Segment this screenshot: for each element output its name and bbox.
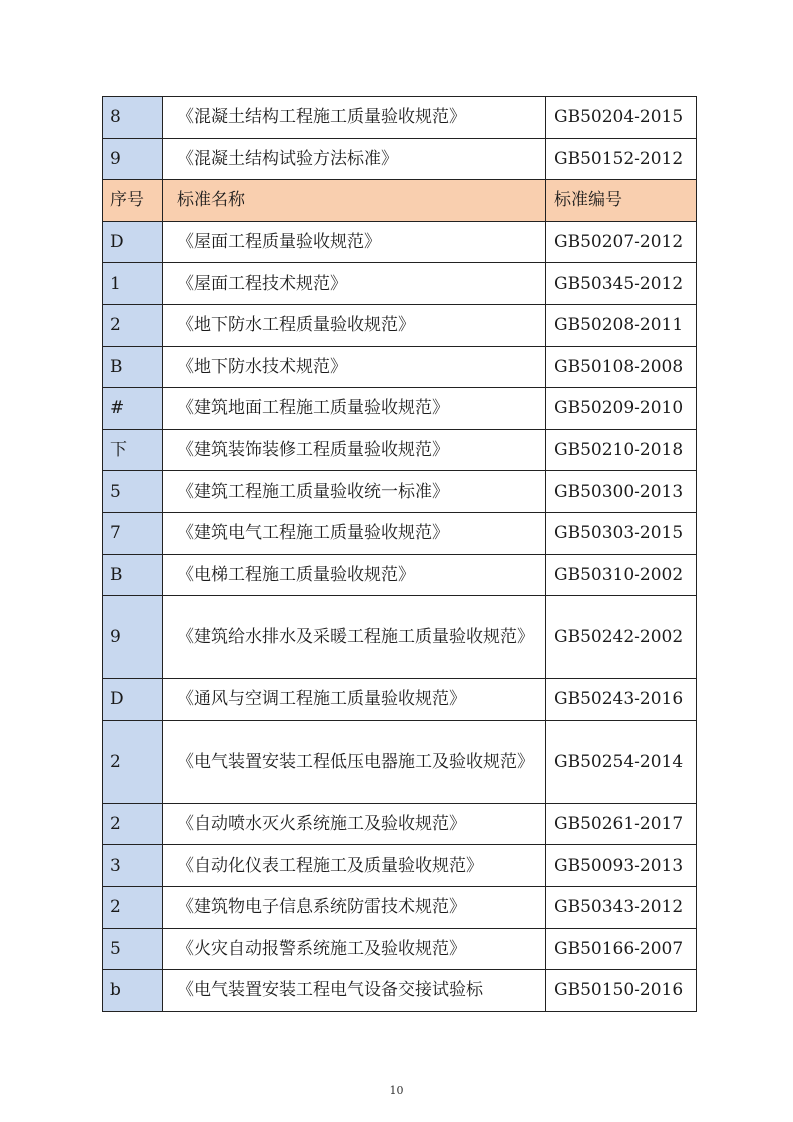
table-row xyxy=(103,803,697,845)
table-row xyxy=(103,928,697,970)
standard-name: 《建筑电气工程施工质量验收规范》 xyxy=(163,512,546,554)
row-number: D xyxy=(103,221,163,263)
standard-code: GB50261-2017 xyxy=(546,803,697,845)
row-number: D xyxy=(103,679,163,721)
row-number: 5 xyxy=(103,928,163,970)
standard-name: 《电气装置安装工程低压电器施工及验收规范》 xyxy=(163,720,546,803)
standard-name: 《地下防水技术规范》 xyxy=(163,346,546,388)
standard-code: GB50166-2007 xyxy=(546,928,697,970)
table-row xyxy=(103,429,697,471)
standard-code: GB50204-2015 xyxy=(546,97,697,139)
standard-code: GB50243-2016 xyxy=(546,679,697,721)
table-row xyxy=(103,554,697,596)
standard-name: 《电梯工程施工质量验收规范》 xyxy=(163,554,546,596)
table-row xyxy=(103,304,697,346)
standard-code: GB50300-2013 xyxy=(546,471,697,513)
standard-code: GB50242-2002 xyxy=(546,596,697,679)
standard-name: 《建筑给水排水及采暖工程施工质量验收规范》 xyxy=(163,596,546,679)
row-number: 8 xyxy=(103,97,163,139)
table-row xyxy=(103,720,697,803)
row-number: 9 xyxy=(103,138,163,180)
standard-code: GB50345-2012 xyxy=(546,263,697,305)
standard-name: 《屋面工程技术规范》 xyxy=(163,263,546,305)
standard-code: GB50093-2013 xyxy=(546,845,697,887)
row-number: 2 xyxy=(103,720,163,803)
row-number: B xyxy=(103,554,163,596)
standard-name: 《建筑地面工程施工质量验收规范》 xyxy=(163,388,546,430)
standard-name: 《建筑物电子信息系统防雷技术规范》 xyxy=(163,886,546,928)
row-number: 5 xyxy=(103,471,163,513)
table-row xyxy=(103,138,697,180)
row-number: # xyxy=(103,388,163,430)
standard-name: 《自动喷水灭火系统施工及验收规范》 xyxy=(163,803,546,845)
table-row xyxy=(103,886,697,928)
standard-code: GB50343-2012 xyxy=(546,886,697,928)
standard-code: GB50108-2008 xyxy=(546,346,697,388)
row-number: 2 xyxy=(103,886,163,928)
row-number: 7 xyxy=(103,512,163,554)
standard-name: 《建筑装饰装修工程质量验收规范》 xyxy=(163,429,546,471)
table-row xyxy=(103,679,697,721)
standard-code: GB50207-2012 xyxy=(546,221,697,263)
standard-name: 《自动化仪表工程施工及质量验收规范》 xyxy=(163,845,546,887)
standard-code: GB50208-2011 xyxy=(546,304,697,346)
standard-code: GB50152-2012 xyxy=(546,138,697,180)
standard-code: GB50310-2002 xyxy=(546,554,697,596)
row-number: b xyxy=(103,970,163,1012)
row-number: 9 xyxy=(103,596,163,679)
row-number: 序号 xyxy=(103,180,163,222)
standard-code: GB50254-2014 xyxy=(546,720,697,803)
table-row xyxy=(103,970,697,1012)
standard-name: 《电气装置安装工程电气设备交接试验标 xyxy=(163,970,546,1012)
row-number: 1 xyxy=(103,263,163,305)
standards-table xyxy=(102,96,697,1012)
standard-name: 《屋面工程质量验收规范》 xyxy=(163,221,546,263)
standard-code: 标准编号 xyxy=(546,180,697,222)
table-row xyxy=(103,512,697,554)
standard-name: 《火灾自动报警系统施工及验收规范》 xyxy=(163,928,546,970)
table-row xyxy=(103,346,697,388)
standard-code: GB50150-2016 xyxy=(546,970,697,1012)
row-number: 下 xyxy=(103,429,163,471)
standard-name: 《混凝土结构试验方法标准》 xyxy=(163,138,546,180)
standard-name: 《建筑工程施工质量验收统一标准》 xyxy=(163,471,546,513)
standard-code: GB50210-2018 xyxy=(546,429,697,471)
table-row xyxy=(103,596,697,679)
table-row xyxy=(103,97,697,139)
standard-name: 《通风与空调工程施工质量验收规范》 xyxy=(163,679,546,721)
standard-name: 《混凝土结构工程施工质量验收规范》 xyxy=(163,97,546,139)
table-row xyxy=(103,845,697,887)
standard-code: GB50209-2010 xyxy=(546,388,697,430)
table-header-row xyxy=(103,180,697,222)
row-number: 3 xyxy=(103,845,163,887)
standard-name: 标准名称 xyxy=(163,180,546,222)
row-number: 2 xyxy=(103,304,163,346)
row-number: B xyxy=(103,346,163,388)
standard-code: GB50303-2015 xyxy=(546,512,697,554)
table-row xyxy=(103,263,697,305)
standard-name: 《地下防水工程质量验收规范》 xyxy=(163,304,546,346)
table-row xyxy=(103,388,697,430)
row-number: 2 xyxy=(103,803,163,845)
table-row xyxy=(103,471,697,513)
standards-table-body xyxy=(103,97,697,1012)
page-number: 10 xyxy=(389,1084,404,1097)
table-row xyxy=(103,221,697,263)
